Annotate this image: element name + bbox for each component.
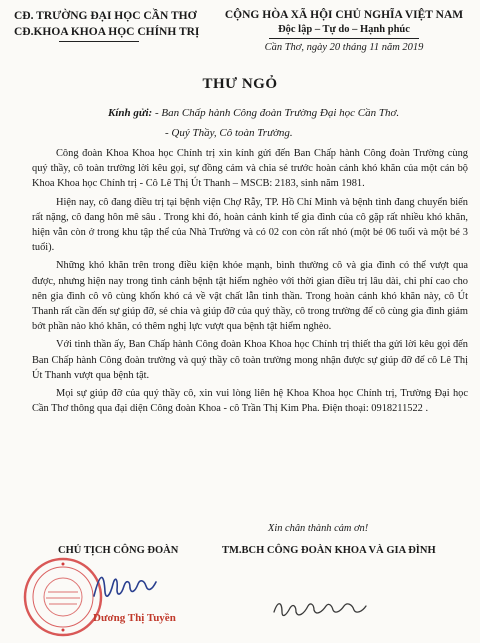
representative-signature-icon xyxy=(270,594,370,624)
org-underline xyxy=(59,41,139,42)
letter-title: THƯ NGỎ xyxy=(202,76,278,92)
org-line-1: CĐ. TRƯỜNG ĐẠI HỌC CẦN THƠ xyxy=(14,10,197,22)
greeting-recipient-1: - Ban Chấp hành Công đoàn Trường Đại học Cần Thơ. xyxy=(154,107,400,119)
body-paragraph: Những khó khăn trên trong điều kiện khỏe mạnh, bình thường cô và gia đình có thể vượt qua được, nhưng hiện nay trong tình cảnh bệnh tật hiểm nghèo với thời gian điều trị lâu dài, chi phí cao cho nên gia đình cô vô cùng khốn khó cả về vật chất lẫn tinh thần. Trong hoàn cảnh khó khăn này, cô Út Thanh rất cần đến sự giúp đỡ, sẻ chia và giúp đỡ của quý thầy, cô trong trường để cô cùng gia đình giảm bớt phần nào khó khăn, có thêm nghị lực vượt qua bệnh tật hiểm nghèo. xyxy=(32,260,468,333)
org-line-2: CĐ.KHOA KHOA HỌC CHÍNH TRỊ xyxy=(14,26,200,38)
chairwoman-signature-icon xyxy=(90,566,160,606)
motto-underline xyxy=(269,38,419,39)
national-motto: Độc lập – Tự do – Hạnh phúc xyxy=(278,24,410,35)
letter-date: Cần Thơ, ngày 20 tháng 11 năm 2019 xyxy=(264,42,424,53)
signature-left-title: CHỦ TỊCH CÔNG ĐOÀN xyxy=(58,545,179,556)
signature-right-title: TM.BCH CÔNG ĐOÀN KHOA VÀ GIA ĐÌNH xyxy=(222,545,436,556)
body-paragraph: Hiện nay, cô đang điều trị tại bệnh viện Chợ Rẫy, TP. Hồ Chí Minh và bệnh tình đang chuyển biến rất nặng, cô đang hôn mê sâu . Trong khi đó, hoàn cảnh kinh tế gia đình của cô gặp rất nhiều khó khăn, hiện vẫn còn ở trong khu tập thể của Nhà Trường và có 02 con còn rất nhỏ (một bé 06 tuổi và một bé 3 tuổi). xyxy=(32,196,468,254)
national-title: CỘNG HÒA XÃ HỘI CHỦ NGHĨA VIỆT NAM xyxy=(224,9,464,21)
greeting-recipient-2: - Quý Thầy, Cô toàn Trường. xyxy=(165,127,293,139)
body-paragraph: Công đoàn Khoa Khoa học Chính trị xin kính gửi đến Ban Chấp hành Công đoàn Trường cùng quý thầy, cô toàn trường lời kêu gọi, sự đồng cảm và chia sẻ trước hoàn cảnh khó khăn của một cán bộ Khoa Khoa học Chính trị - Cô Lê Thị Út Thanh – MSCB: 2183, sinh năm 1981. xyxy=(32,148,468,190)
national-header xyxy=(216,8,472,54)
closing-thanks: Xin chân thành cảm ơn! xyxy=(268,523,369,534)
greeting xyxy=(108,103,399,143)
letter-body xyxy=(32,146,468,419)
organization-header xyxy=(14,8,214,42)
body-paragraph: Với tinh thần ấy, Ban Chấp hành Công đoàn Khoa Khoa học Chính trị thiết tha gửi lời kêu gọi đến Ban Chấp hành Công đoàn trường và quý thầy cô toàn trường mong nhận được sự giúp đỡ để cô Lê Thị Út Thanh vượt qua bệnh tật. xyxy=(32,339,468,381)
chairwoman-name: Dương Thị Tuyền xyxy=(93,612,176,624)
body-paragraph: Mọi sự giúp đỡ của quý thầy cô, xin vui lòng liên hệ Khoa Khoa học Chính trị, Trường Đại học Cần Thơ thông qua đại diện Công đoàn Khoa - cô Trần Thị Kim Pha. Điện thoại: 0918211522 . xyxy=(32,388,468,415)
greeting-label: Kính gửi: xyxy=(108,107,153,119)
